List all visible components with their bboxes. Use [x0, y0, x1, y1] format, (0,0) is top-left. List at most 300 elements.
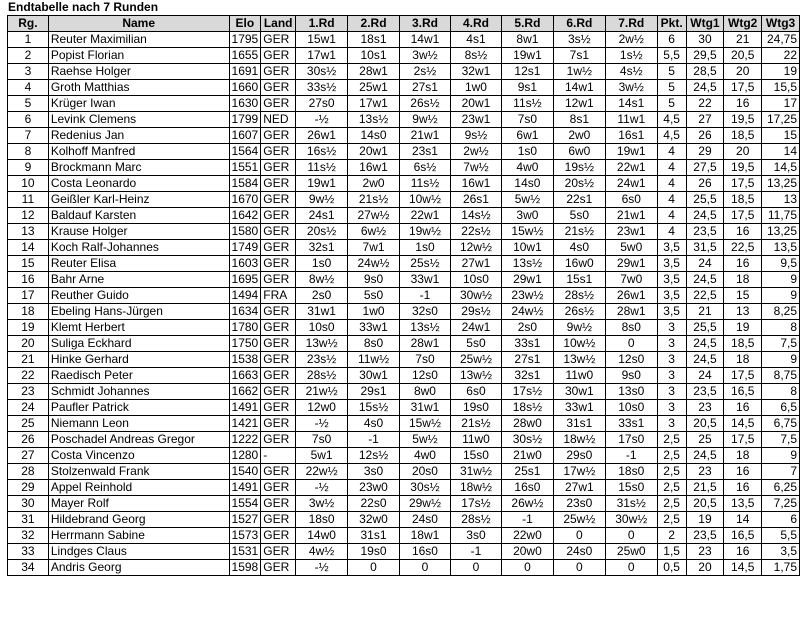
- cell-tiebreak-2: 14: [724, 512, 762, 528]
- cell-round-6: 30w1: [553, 384, 605, 400]
- cell-elo: 1799: [229, 112, 261, 128]
- cell-tiebreak-3: 9,5: [762, 256, 800, 272]
- cell-name: Kolhoff Manfred: [48, 144, 229, 160]
- cell-rank: 9: [8, 160, 49, 176]
- cell-points: 3: [657, 416, 686, 432]
- cell-elo: 1749: [229, 240, 261, 256]
- cell-tiebreak-3: 6,25: [762, 480, 800, 496]
- cell-round-2: 23w0: [348, 480, 400, 496]
- cell-round-5: 26w½: [501, 496, 553, 512]
- cell-tiebreak-1: 24: [686, 368, 724, 384]
- table-row: [8, 368, 800, 384]
- cell-round-6: 29s0: [553, 448, 605, 464]
- cell-round-7: 19w1: [605, 144, 657, 160]
- header-round-5: 5.Rd: [501, 16, 553, 32]
- cell-tiebreak-2: 21: [724, 32, 762, 48]
- cell-name: Appel Reinhold: [48, 480, 229, 496]
- cell-round-6: 3s½: [553, 32, 605, 48]
- cell-round-5: 29w1: [501, 272, 553, 288]
- cell-tiebreak-2: 15: [724, 288, 762, 304]
- cell-round-3: 14w1: [399, 32, 450, 48]
- cell-rank: 10: [8, 176, 49, 192]
- cell-points: 6: [657, 32, 686, 48]
- table-row: [8, 320, 800, 336]
- cell-round-3: 4w0: [399, 448, 450, 464]
- cell-tiebreak-1: 31,5: [686, 240, 724, 256]
- cell-name: Reuter Elisa: [48, 256, 229, 272]
- cell-round-3: 26s½: [399, 96, 450, 112]
- cell-round-6: 22s1: [553, 192, 605, 208]
- header-round-2: 2.Rd: [348, 16, 400, 32]
- cell-country: GER: [261, 560, 296, 576]
- cell-rank: 11: [8, 192, 49, 208]
- cell-country: GER: [261, 400, 296, 416]
- cell-elo: 1540: [229, 464, 261, 480]
- header-country: Land: [261, 16, 296, 32]
- cell-name: Bahr Arne: [48, 272, 229, 288]
- cell-round-3: 30s½: [399, 480, 450, 496]
- cell-tiebreak-2: 16: [724, 96, 762, 112]
- cell-round-6: 18w½: [553, 432, 605, 448]
- cell-elo: 1780: [229, 320, 261, 336]
- cell-round-1: 26w1: [296, 128, 348, 144]
- cell-round-5: 17s½: [501, 384, 553, 400]
- cell-country: GER: [261, 80, 296, 96]
- cell-name: Groth Matthias: [48, 80, 229, 96]
- cell-name: Mayer Rolf: [48, 496, 229, 512]
- header-elo: Elo: [229, 16, 261, 32]
- cell-tiebreak-1: 26: [686, 176, 724, 192]
- cell-round-3: 22w1: [399, 208, 450, 224]
- cell-round-3: 3w½: [399, 48, 450, 64]
- cell-name: Costa Leonardo: [48, 176, 229, 192]
- cell-elo: 1663: [229, 368, 261, 384]
- cell-country: GER: [261, 240, 296, 256]
- cell-round-6: 6w0: [553, 144, 605, 160]
- cell-rank: 24: [8, 400, 49, 416]
- cell-tiebreak-1: 22,5: [686, 288, 724, 304]
- cell-round-6: 12w1: [553, 96, 605, 112]
- table-row: [8, 256, 800, 272]
- cell-elo: 1642: [229, 208, 261, 224]
- cell-round-1: 27s0: [296, 96, 348, 112]
- cell-elo: 1670: [229, 192, 261, 208]
- cell-round-5: 30s½: [501, 432, 553, 448]
- table-row: [8, 64, 800, 80]
- cell-round-4: 8s½: [450, 48, 501, 64]
- cell-elo: 1634: [229, 304, 261, 320]
- cell-points: 2,5: [657, 464, 686, 480]
- cell-tiebreak-2: 17,5: [724, 176, 762, 192]
- cell-round-5: 22w0: [501, 528, 553, 544]
- cell-round-5: 4w0: [501, 160, 553, 176]
- cell-tiebreak-1: 20: [686, 560, 724, 576]
- cell-round-5: 28w0: [501, 416, 553, 432]
- cell-tiebreak-2: 16: [724, 544, 762, 560]
- cell-points: 3,5: [657, 304, 686, 320]
- cell-points: 2: [657, 528, 686, 544]
- cell-round-4: 29s½: [450, 304, 501, 320]
- cell-rank: 33: [8, 544, 49, 560]
- cell-tiebreak-3: 14: [762, 144, 800, 160]
- cell-tiebreak-1: 25: [686, 432, 724, 448]
- cell-round-2: 12s½: [348, 448, 400, 464]
- cell-points: 5: [657, 96, 686, 112]
- cell-points: 4: [657, 192, 686, 208]
- cell-round-3: 15w½: [399, 416, 450, 432]
- cell-round-4: 4s1: [450, 32, 501, 48]
- cell-round-2: 3s0: [348, 464, 400, 480]
- cell-round-2: 33w1: [348, 320, 400, 336]
- cell-points: 2,5: [657, 496, 686, 512]
- cell-round-4: 27w1: [450, 256, 501, 272]
- cell-round-7: 17s0: [605, 432, 657, 448]
- cell-name: Suliga Eckhard: [48, 336, 229, 352]
- cell-round-1: 18s0: [296, 512, 348, 528]
- cell-rank: 29: [8, 480, 49, 496]
- cell-round-6: 27w1: [553, 480, 605, 496]
- cell-elo: 1551: [229, 160, 261, 176]
- cell-tiebreak-1: 20,5: [686, 416, 724, 432]
- cell-round-1: 28s½: [296, 368, 348, 384]
- cell-tiebreak-2: 13,5: [724, 496, 762, 512]
- cell-round-5: 11s½: [501, 96, 553, 112]
- cell-round-6: 9w½: [553, 320, 605, 336]
- cell-round-5: 15w½: [501, 224, 553, 240]
- cell-elo: 1280: [229, 448, 261, 464]
- cell-round-4: 25w½: [450, 352, 501, 368]
- cell-tiebreak-1: 26: [686, 128, 724, 144]
- cell-round-2: 22s0: [348, 496, 400, 512]
- cell-round-1: 1s0: [296, 256, 348, 272]
- cell-tiebreak-2: 14,5: [724, 560, 762, 576]
- cell-tiebreak-1: 24,5: [686, 352, 724, 368]
- cell-round-4: 28s½: [450, 512, 501, 528]
- cell-tiebreak-3: 9: [762, 288, 800, 304]
- cell-round-7: 5w0: [605, 240, 657, 256]
- cell-round-2: 28w1: [348, 64, 400, 80]
- cell-round-1: -½: [296, 560, 348, 576]
- cell-round-4: 10s0: [450, 272, 501, 288]
- cell-name: Raedisch Peter: [48, 368, 229, 384]
- cell-round-1: 20s½: [296, 224, 348, 240]
- cell-elo: 1691: [229, 64, 261, 80]
- cell-tiebreak-3: 11,75: [762, 208, 800, 224]
- cell-round-4: 19s0: [450, 400, 501, 416]
- cell-round-4: 3s0: [450, 528, 501, 544]
- cell-round-3: 25s½: [399, 256, 450, 272]
- cell-elo: 1554: [229, 496, 261, 512]
- cell-tiebreak-2: 18,5: [724, 336, 762, 352]
- cell-round-6: 28s½: [553, 288, 605, 304]
- cell-tiebreak-3: 6: [762, 512, 800, 528]
- cell-round-1: 8w½: [296, 272, 348, 288]
- cell-round-4: 5s0: [450, 336, 501, 352]
- cell-country: GER: [261, 432, 296, 448]
- cell-tiebreak-1: 24,5: [686, 208, 724, 224]
- cell-country: GER: [261, 416, 296, 432]
- cell-rank: 30: [8, 496, 49, 512]
- cell-country: GER: [261, 272, 296, 288]
- cell-round-7: 25w0: [605, 544, 657, 560]
- cell-tiebreak-1: 23,5: [686, 384, 724, 400]
- cell-tiebreak-2: 17,5: [724, 432, 762, 448]
- table-row: [8, 128, 800, 144]
- header-tiebreak-1: Wtg1: [686, 16, 724, 32]
- cell-elo: 1584: [229, 176, 261, 192]
- cell-tiebreak-3: 19: [762, 64, 800, 80]
- header-round-7: 7.Rd: [605, 16, 657, 32]
- cell-round-3: 31w1: [399, 400, 450, 416]
- cell-tiebreak-1: 21: [686, 304, 724, 320]
- cell-elo: 1564: [229, 144, 261, 160]
- cell-round-7: 12s0: [605, 352, 657, 368]
- cell-round-5: 24w½: [501, 304, 553, 320]
- cell-round-2: 31s1: [348, 528, 400, 544]
- cell-country: GER: [261, 528, 296, 544]
- cell-name: Andris Georg: [48, 560, 229, 576]
- cell-round-2: 24w½: [348, 256, 400, 272]
- cell-round-1: 11s½: [296, 160, 348, 176]
- cell-name: Baldauf Karsten: [48, 208, 229, 224]
- table-row: [8, 352, 800, 368]
- cell-round-1: 4w½: [296, 544, 348, 560]
- cell-tiebreak-2: 16,5: [724, 528, 762, 544]
- cell-points: 4: [657, 160, 686, 176]
- cell-tiebreak-3: 5,5: [762, 528, 800, 544]
- cell-round-1: 9w½: [296, 192, 348, 208]
- cell-elo: 1607: [229, 128, 261, 144]
- cell-rank: 1: [8, 32, 49, 48]
- cell-tiebreak-3: 17,25: [762, 112, 800, 128]
- cell-elo: 1538: [229, 352, 261, 368]
- cell-round-2: 9s0: [348, 272, 400, 288]
- cell-round-3: 7s0: [399, 352, 450, 368]
- cell-elo: 1573: [229, 528, 261, 544]
- cell-name: Koch Ralf-Johannes: [48, 240, 229, 256]
- cell-tiebreak-2: 18,5: [724, 192, 762, 208]
- table-row: [8, 400, 800, 416]
- cell-tiebreak-3: 3,5: [762, 544, 800, 560]
- cell-round-3: 12s0: [399, 368, 450, 384]
- table-row: [8, 560, 800, 576]
- cell-round-2: 10s1: [348, 48, 400, 64]
- cell-country: GER: [261, 512, 296, 528]
- cell-round-2: 8s0: [348, 336, 400, 352]
- cell-round-4: 21s½: [450, 416, 501, 432]
- cell-rank: 26: [8, 432, 49, 448]
- cell-country: GER: [261, 304, 296, 320]
- cell-round-7: 7w0: [605, 272, 657, 288]
- cell-tiebreak-3: 24,75: [762, 32, 800, 48]
- cell-elo: 1491: [229, 480, 261, 496]
- cell-round-5: 0: [501, 560, 553, 576]
- table-row: [8, 96, 800, 112]
- cell-tiebreak-3: 15,5: [762, 80, 800, 96]
- cell-tiebreak-1: 28,5: [686, 64, 724, 80]
- cell-elo: 1603: [229, 256, 261, 272]
- cell-round-7: 22w1: [605, 160, 657, 176]
- cell-round-1: 14w0: [296, 528, 348, 544]
- cell-country: GER: [261, 320, 296, 336]
- cell-name: Redenius Jan: [48, 128, 229, 144]
- cell-round-7: 29w1: [605, 256, 657, 272]
- cell-country: GER: [261, 128, 296, 144]
- cell-tiebreak-1: 25,5: [686, 192, 724, 208]
- cell-round-3: 9w½: [399, 112, 450, 128]
- cell-country: NED: [261, 112, 296, 128]
- cell-points: 4: [657, 224, 686, 240]
- cell-round-3: 28w1: [399, 336, 450, 352]
- cell-tiebreak-2: 19,5: [724, 112, 762, 128]
- cell-round-5: 33s1: [501, 336, 553, 352]
- cell-round-4: 26s1: [450, 192, 501, 208]
- cell-round-6: 4s0: [553, 240, 605, 256]
- header-name: Name: [48, 16, 229, 32]
- cell-round-3: 6s½: [399, 160, 450, 176]
- cell-round-3: 16s0: [399, 544, 450, 560]
- cell-country: GER: [261, 224, 296, 240]
- standings-table: [7, 15, 800, 576]
- cell-round-5: 8w1: [501, 32, 553, 48]
- table-row: [8, 544, 800, 560]
- cell-round-3: 11s½: [399, 176, 450, 192]
- cell-round-3: 33w1: [399, 272, 450, 288]
- cell-round-3: 2s½: [399, 64, 450, 80]
- cell-tiebreak-2: 18: [724, 272, 762, 288]
- cell-country: GER: [261, 32, 296, 48]
- cell-points: 1,5: [657, 544, 686, 560]
- cell-round-4: 2w½: [450, 144, 501, 160]
- cell-country: -: [261, 448, 296, 464]
- table-row: [8, 144, 800, 160]
- cell-round-3: 21w1: [399, 128, 450, 144]
- table-row: [8, 448, 800, 464]
- cell-round-7: 4s½: [605, 64, 657, 80]
- cell-tiebreak-2: 17,5: [724, 208, 762, 224]
- cell-rank: 20: [8, 336, 49, 352]
- cell-round-7: -1: [605, 448, 657, 464]
- cell-rank: 19: [8, 320, 49, 336]
- cell-round-6: 15s1: [553, 272, 605, 288]
- cell-round-6: 31s1: [553, 416, 605, 432]
- cell-round-7: 3w½: [605, 80, 657, 96]
- cell-round-1: 12w0: [296, 400, 348, 416]
- cell-points: 2,5: [657, 480, 686, 496]
- cell-rank: 21: [8, 352, 49, 368]
- cell-country: GER: [261, 144, 296, 160]
- cell-points: 0,5: [657, 560, 686, 576]
- cell-round-6: 8s1: [553, 112, 605, 128]
- cell-tiebreak-3: 9: [762, 272, 800, 288]
- cell-round-7: 0: [605, 560, 657, 576]
- cell-round-4: 17s½: [450, 496, 501, 512]
- cell-elo: 1222: [229, 432, 261, 448]
- cell-rank: 8: [8, 144, 49, 160]
- cell-round-2: 6w½: [348, 224, 400, 240]
- cell-country: GER: [261, 496, 296, 512]
- cell-round-5: 3w0: [501, 208, 553, 224]
- header-round-1: 1.Rd: [296, 16, 348, 32]
- cell-round-7: 6s0: [605, 192, 657, 208]
- cell-rank: 6: [8, 112, 49, 128]
- cell-round-5: 16s0: [501, 480, 553, 496]
- table-row: [8, 112, 800, 128]
- cell-round-6: 23s0: [553, 496, 605, 512]
- cell-round-3: 10w½: [399, 192, 450, 208]
- cell-round-2: 29s1: [348, 384, 400, 400]
- cell-round-2: 2w0: [348, 176, 400, 192]
- cell-tiebreak-3: 13,25: [762, 224, 800, 240]
- cell-points: 3,5: [657, 288, 686, 304]
- table-row: [8, 528, 800, 544]
- cell-tiebreak-1: 30: [686, 32, 724, 48]
- cell-tiebreak-3: 1,75: [762, 560, 800, 576]
- cell-round-4: 9s½: [450, 128, 501, 144]
- cell-name: Ebeling Hans-Jürgen: [48, 304, 229, 320]
- cell-round-1: 22w½: [296, 464, 348, 480]
- cell-tiebreak-3: 7: [762, 464, 800, 480]
- cell-round-2: 27w½: [348, 208, 400, 224]
- cell-round-5: 10w1: [501, 240, 553, 256]
- cell-tiebreak-1: 25,5: [686, 320, 724, 336]
- cell-round-5: 23w½: [501, 288, 553, 304]
- cell-round-2: 18s1: [348, 32, 400, 48]
- cell-elo: 1655: [229, 48, 261, 64]
- cell-round-5: 12s1: [501, 64, 553, 80]
- cell-round-7: 2w½: [605, 32, 657, 48]
- cell-points: 3,5: [657, 272, 686, 288]
- cell-round-7: 15s0: [605, 480, 657, 496]
- cell-rank: 32: [8, 528, 49, 544]
- table-row: [8, 80, 800, 96]
- cell-round-1: -½: [296, 480, 348, 496]
- table-row: [8, 224, 800, 240]
- cell-round-5: 32s1: [501, 368, 553, 384]
- cell-round-3: 13s½: [399, 320, 450, 336]
- header-points: Pkt.: [657, 16, 686, 32]
- cell-tiebreak-1: 27,5: [686, 160, 724, 176]
- cell-round-6: 24s0: [553, 544, 605, 560]
- cell-round-7: 30w½: [605, 512, 657, 528]
- cell-round-1: 19w1: [296, 176, 348, 192]
- cell-round-4: 18w½: [450, 480, 501, 496]
- cell-round-2: 7w1: [348, 240, 400, 256]
- cell-round-4: 7w½: [450, 160, 501, 176]
- cell-elo: 1421: [229, 416, 261, 432]
- cell-rank: 4: [8, 80, 49, 96]
- cell-round-6: 20s½: [553, 176, 605, 192]
- cell-round-1: 7s0: [296, 432, 348, 448]
- cell-round-1: 13w½: [296, 336, 348, 352]
- cell-name: Krause Holger: [48, 224, 229, 240]
- cell-rank: 16: [8, 272, 49, 288]
- cell-elo: 1695: [229, 272, 261, 288]
- cell-name: Klemt Herbert: [48, 320, 229, 336]
- cell-round-5: 7s0: [501, 112, 553, 128]
- cell-rank: 18: [8, 304, 49, 320]
- cell-round-2: 14s0: [348, 128, 400, 144]
- cell-round-1: 32s1: [296, 240, 348, 256]
- cell-tiebreak-3: 13,25: [762, 176, 800, 192]
- cell-country: GER: [261, 464, 296, 480]
- cell-name: Hildebrand Georg: [48, 512, 229, 528]
- cell-round-1: 17w1: [296, 48, 348, 64]
- cell-round-2: 16w1: [348, 160, 400, 176]
- table-row: [8, 192, 800, 208]
- cell-rank: 5: [8, 96, 49, 112]
- cell-round-2: 21s½: [348, 192, 400, 208]
